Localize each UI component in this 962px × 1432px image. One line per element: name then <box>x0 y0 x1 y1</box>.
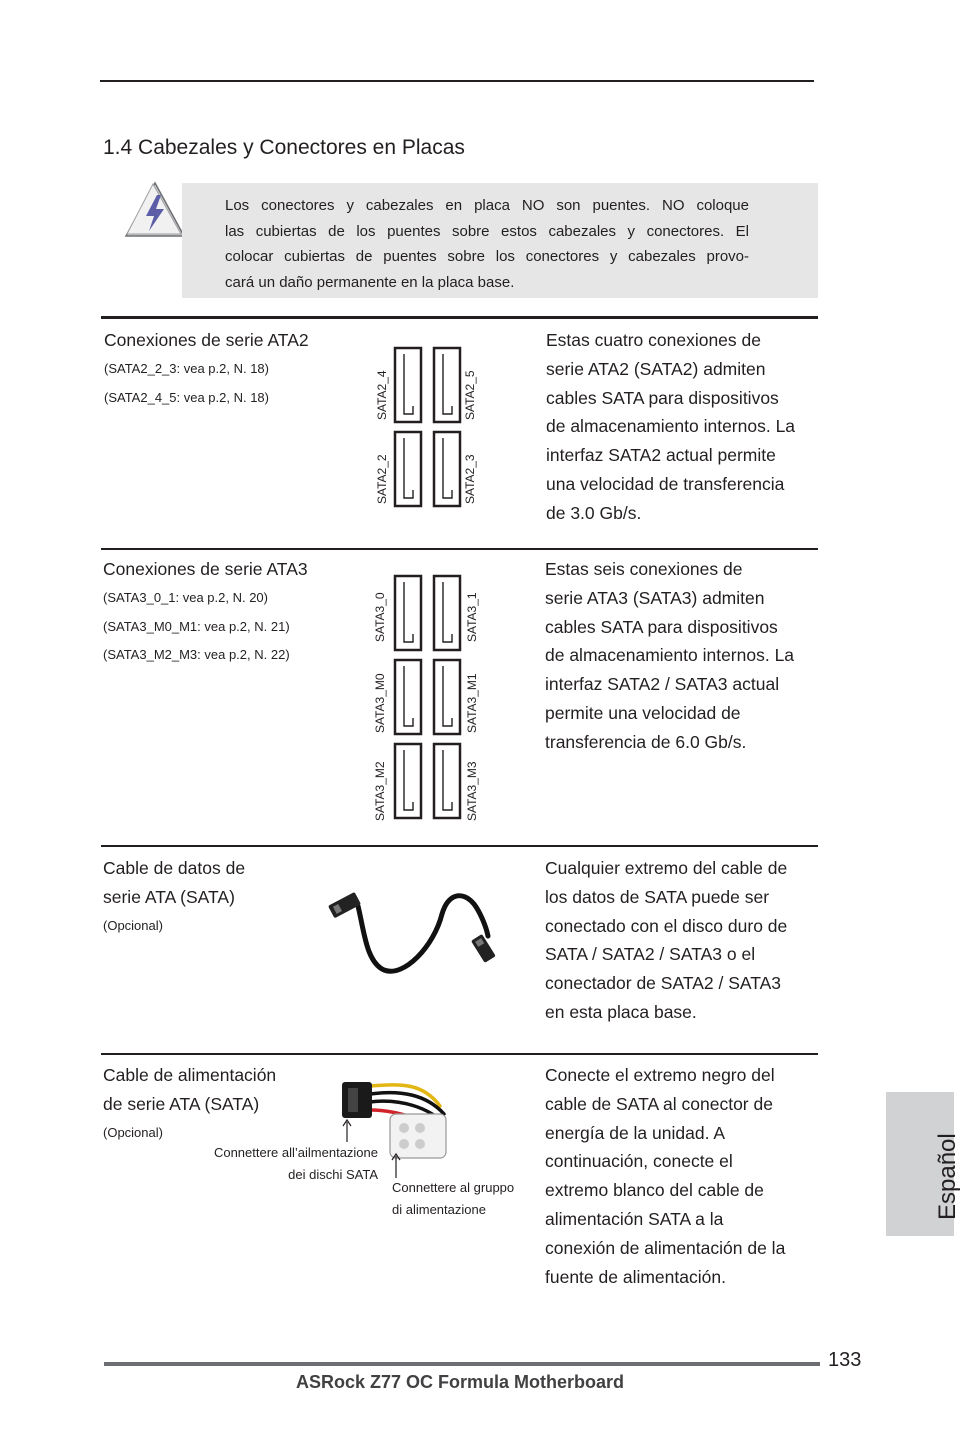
port-label: SATA2_4 <box>375 370 389 420</box>
section-title: 1.4 Cabezales y Conectores en Placas <box>103 136 465 159</box>
optional-note: (Opcional) <box>103 1125 163 1140</box>
sata-power-plug-icon <box>342 1082 372 1118</box>
port-label: SATA3_M3 <box>465 761 479 821</box>
sata-port-icon <box>434 432 460 506</box>
sata-port-icon <box>434 660 460 734</box>
sata2-description: Estas cuatro conexiones de serie ATA2 (SATA2) admiten cables SATA para dispositivos de almacenamiento internos. La interfaz SATA2 actual permite una velocidad de transferencia de 3.0 Gb/s. <box>546 330 796 523</box>
optional-note: (Opcional) <box>103 918 163 933</box>
page-number: 133 <box>828 1349 862 1371</box>
port-label: SATA3_M0 <box>373 673 387 733</box>
sata3-connectors-diagram <box>394 574 464 820</box>
port-label: SATA2_2 <box>375 454 389 504</box>
sata3-ref: (SATA3_0_1: vea p.2, N. 20) <box>103 590 268 605</box>
sata2-heading: Conexiones de serie ATA2 <box>104 330 309 350</box>
footer-text: ASRock Z77 OC Formula Motherboard <box>296 1372 625 1392</box>
port-label: SATA3_M2 <box>373 761 387 821</box>
cable-plug-icon <box>328 892 361 918</box>
footer-rule <box>104 1362 820 1366</box>
warning-box <box>182 183 818 298</box>
sata-power-callout: Connettere all’ailmentazione dei dischi SATA <box>213 1145 378 1182</box>
sata-port-icon <box>395 576 421 650</box>
section-rule <box>101 548 818 550</box>
sata2-ref: (SATA2_2_3: vea p.2, N. 18) <box>104 361 269 376</box>
section-rule <box>101 845 818 847</box>
sata3-heading: Conexiones de serie ATA3 <box>103 559 308 579</box>
port-label: SATA3_M1 <box>465 673 479 733</box>
sata-data-cable-image <box>324 886 524 978</box>
sata-port-icon <box>395 660 421 734</box>
power-cable-description: Conecte el extremo negro del cable de SATA al conector de energía de la unidad. A continuación, conecte el extremo blanco del cable de alimentación SATA a la conexión de alimentación de la fuente de alimentación. <box>545 1065 786 1287</box>
sata3-ref: (SATA3_M0_M1: vea p.2, N. 21) <box>103 619 290 634</box>
section-rule <box>101 316 818 319</box>
sata-port-icon <box>395 432 421 506</box>
sata3-description: Estas seis conexiones de serie ATA3 (SATA3) admiten cables SATA para dispositivos de almacenamiento internos. La interfaz SATA2 / SATA3 actual permite una velocidad de transferencia de 6.0 Gb/s. <box>545 559 795 752</box>
power-supply-callout: Connettere al gruppo di alimentazione <box>392 1180 515 1217</box>
arrow-up-icon <box>342 1118 352 1142</box>
port-label: SATA3_0 <box>373 592 387 642</box>
port-label: SATA3_1 <box>465 592 479 642</box>
language-tab-label: Español <box>934 1133 961 1220</box>
port-label: SATA2_3 <box>463 454 477 504</box>
top-rule <box>100 80 814 82</box>
sata-port-icon <box>434 576 460 650</box>
warning-text: Los conectores y cabezales en placa NO son puentes. NO coloque las cubiertas de los puentes sobre estos cabezales y conectores. El colocar cubiertas de puentes sobre los conectores y cabezales provo- cará un daño permanente en la placa base. <box>225 197 749 291</box>
sata2-ref: (SATA2_4_5: vea p.2, N. 18) <box>104 390 269 405</box>
sata-port-icon <box>395 744 421 818</box>
arrow-up-icon <box>391 1152 401 1178</box>
sata-port-icon <box>434 744 460 818</box>
sata-port-icon <box>434 348 460 422</box>
data-cable-description: Cualquier extremo del cable de los datos de SATA puede ser conectado con el disco duro de SATA / SATA2 / SATA3 o el conectador de SATA2 / SATA3 en esta placa base. <box>545 858 788 1022</box>
sata-port-icon <box>395 348 421 422</box>
warning-icon <box>124 181 186 239</box>
sata2-connectors-diagram <box>394 346 464 508</box>
cable-plug-icon <box>471 934 496 963</box>
section-rule <box>101 1053 818 1055</box>
port-label: SATA2_5 <box>463 370 477 420</box>
data-cable-heading: Cable de datos de serie ATA (SATA) <box>103 858 246 907</box>
language-tab <box>886 1092 961 1236</box>
sata3-ref: (SATA3_M2_M3: vea p.2, N. 22) <box>103 647 290 662</box>
power-cable-heading: Cable de alimentación de serie ATA (SATA) <box>103 1065 277 1114</box>
